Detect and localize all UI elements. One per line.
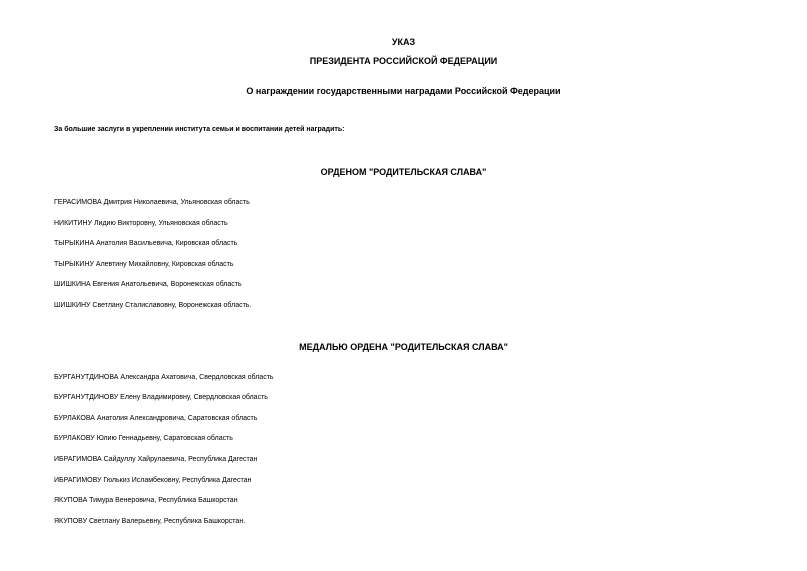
list-item: БУРГАНУТДИНОВУ Елену Владимировну, Свердловская область (54, 394, 268, 401)
list-item: ИБРАГИМОВУ Гюлькиз Исламбековну, Республика Дагестан (54, 477, 252, 484)
document-heading: О награждении государственными наградами Российской Федерации (246, 86, 561, 96)
list-item: ИБРАГИМОВА Сайдуллу Хайрулаевича, Республика Дагестан (54, 456, 258, 463)
list-item: ТЫРЫКИНУ Алевтину Михайловну, Кировская область (54, 261, 234, 268)
document-title: УКАЗ (391, 37, 416, 47)
list-item: ЯКУПОВА Тимура Венеровича, Республика Башкорстан (54, 497, 238, 504)
list-item: БУРГАНУТДИНОВА Александра Ахатовича, Свердловская область (54, 374, 274, 381)
list-item: БУРЛАКОВУ Юлию Геннадьевну, Саратовская область (54, 435, 233, 442)
list-item: НИКИТИНУ Лидию Викторовну, Ульяновская область (54, 220, 228, 227)
intro-text: За большие заслуги в укреплении института семьи и воспитании детей наградить: (54, 126, 345, 133)
list-item: ШИШКИНУ Светлану Сталиславовну, Воронежская область. (54, 302, 252, 309)
list-item: БУРЛАКОВА Анатолия Александровича, Саратовская область (54, 415, 258, 422)
document-subtitle: ПРЕЗИДЕНТА РОССИЙСКОЙ ФЕДЕРАЦИИ (309, 56, 498, 66)
section-title-medal: МЕДАЛЬЮ ОРДЕНА "РОДИТЕЛЬСКАЯ СЛАВА" (299, 342, 508, 352)
list-item: ГЕРАСИМОВА Дмитрия Николаевича, Ульяновская область (54, 199, 250, 206)
list-item: ШИШКИНА Евгения Анатольевича, Воронежская область (54, 281, 242, 288)
section-title-order: ОРДЕНОМ "РОДИТЕЛЬСКАЯ СЛАВА" (320, 167, 487, 177)
list-item: ТЫРЫКИНА Анатолия Васильевича, Кировская область (54, 240, 238, 247)
list-item: ЯКУПОВУ Светлану Валерьевну, Республика Башкорстан. (54, 518, 246, 525)
